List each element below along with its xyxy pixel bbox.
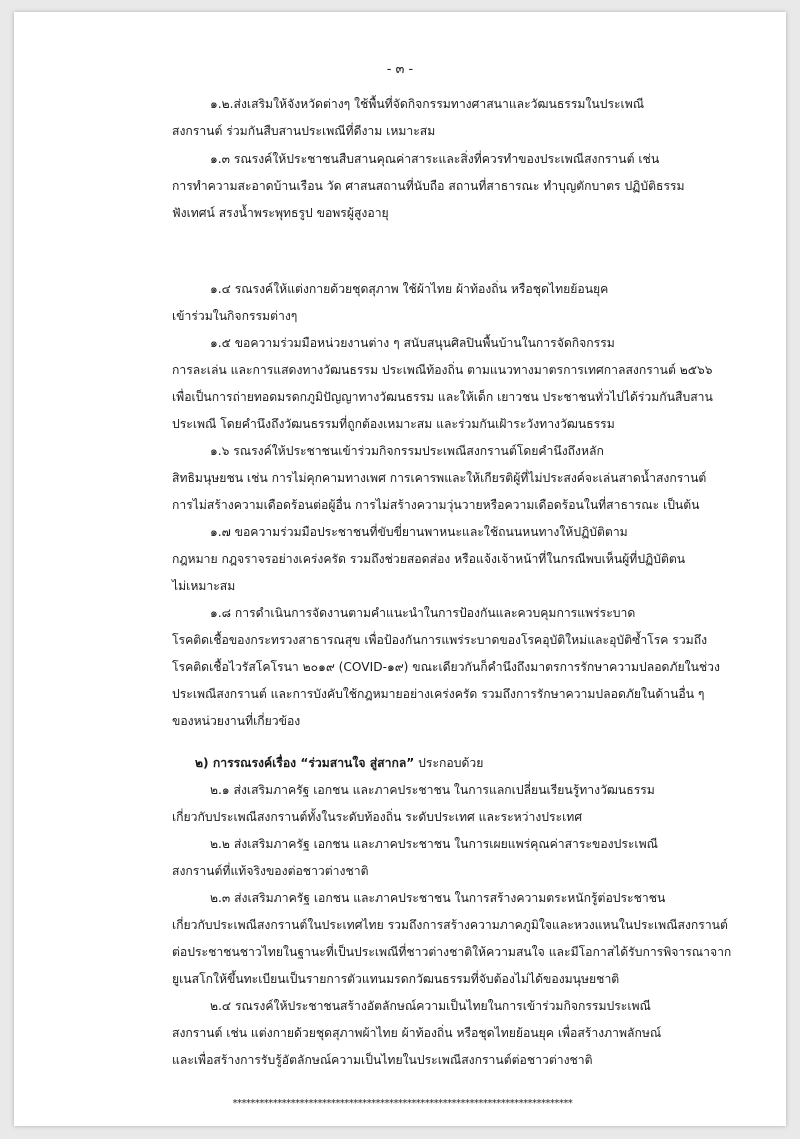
- item-2-4-line: และเพื่อสร้างการรับรู้อัตลักษณ์ความเป็นไทยในประเพณีสงกรานต์ต่อชาวต่างชาติ: [172, 1053, 593, 1067]
- document-page: [14, 12, 786, 1126]
- item-2-3-first-line: ๒.๓ ส่งเสริมภาครัฐ เอกชน และภาคประชาชน ในการสร้างความตระหนักรู้ต่อประชาชน: [210, 891, 666, 905]
- item-2-1-line: เกี่ยวกับประเพณีสงกรานต์ทั้งในระดับท้องถิ่น ระดับประเทศ และระหว่างประเทศ: [172, 810, 583, 824]
- item-1-5-first-line: ๑.๕ ขอความร่วมมือหน่วยงานต่าง ๆ สนับสนุนศิลปินพื้นบ้านในการจัดกิจกรรม: [210, 336, 615, 350]
- page-number: - ๓ -: [386, 62, 414, 77]
- item-1-2-line: สงกรานต์ ร่วมกันสืบสานประเพณีที่ดีงาม เหมาะสม: [172, 124, 436, 138]
- item-2-4-first-line: ๒.๔ รณรงค์ให้ประชาชนสร้างอัตลักษณ์ความเป็นไทยในการเข้าร่วมกิจกรรมประเพณี: [210, 999, 651, 1013]
- item-1-8-line: ของหน่วยงานที่เกี่ยวข้อง: [172, 714, 301, 728]
- item-1-8-line: โรคติดเชื้อไวรัสโคโรนา ๒๐๑๙ (COVID-๑๙) ขณะเดียวกันก็คำนึงถึงมาตรการรักษาความปลอดภัยในช่วง: [172, 660, 720, 674]
- item-1-3-first-line: ๑.๓ รณรงค์ให้ประชาชนสืบสานคุณค่าสาระและสิ่งที่ควรทำของประเพณีสงกรานต์ เช่น: [210, 152, 660, 166]
- item-2-4-line: สงกรานต์ เช่น แต่งกายด้วยชุดสุภาพผ้าไทย ผ้าท้องถิ่น หรือชุดไทยย้อนยุค เพื่อสร้างภาพลักษณ์: [172, 1026, 662, 1040]
- item-1-6-line: การไม่สร้างความเดือดร้อนต่อผู้อื่น การไม่สร้างความวุ่นวายหรือความเดือดร้อนในที่สาธารณะ เป็นต้น: [172, 498, 700, 512]
- item-2-2-line: สงกรานต์ที่แท้จริงของต่อชาวต่างชาติ: [172, 864, 369, 878]
- section-2-heading-bold: ๒) การรณรงค์เรื่อง “ร่วมสานใจ สู่สากล”: [195, 756, 415, 770]
- item-1-2-first-line: ๑.๒.ส่งเสริมให้จังหวัดต่างๆ ใช้พื้นที่จัดกิจกรรมทางศาสนาและวัฒนธรรมในประเพณี: [210, 97, 645, 111]
- section-2-heading: [195, 755, 483, 771]
- item-1-3-line: ฟังเทศน์ สรงน้ำพระพุทธรูป ขอพรผู้สูงอายุ: [172, 206, 389, 220]
- item-1-8-line: โรคติดเชื้อของกระทรวงสาธารณสุข เพื่อป้องกันการแพร่ระบาดของโรคอุบัติใหม่และอุบัติซ้ำโรค รวมถึง: [172, 633, 708, 647]
- item-1-8-first-line: ๑.๘ การดำเนินการจัดงานตามคำแนะนำในการป้องกันและควบคุมการแพร่ระบาด: [210, 606, 636, 620]
- item-1-5-line: การละเล่น และการแสดงทางวัฒนธรรม ประเพณีท้องถิ่น ตามแนวทางมาตรการเทศกาลสงกรานต์ ๒๕๖๖: [172, 363, 713, 377]
- item-1-6-first-line: ๑.๖ รณรงค์ให้ประชาชนเข้าร่วมกิจกรรมประเพณีสงกรานต์โดยคำนึงถึงหลัก: [210, 444, 604, 458]
- item-2-3-line: เกี่ยวกับประเพณีสงกรานต์ในประเทศไทย รวมถึงการสร้างความภาคภูมิใจและหวงแหนในประเพณีสงกรานต์: [172, 918, 728, 932]
- item-2-3-line: ยูเนสโกให้ขึ้นทะเบียนเป็นรายการตัวแทนมรดกวัฒนธรรมที่จับต้องไม่ได้ของมนุษยชาติ: [172, 972, 620, 986]
- item-1-4-first-line: ๑.๔ รณรงค์ให้แต่งกายด้วยชุดสุภาพ ใช้ผ้าไทย ผ้าท้องถิ่น หรือชุดไทยย้อนยุค: [210, 282, 609, 296]
- item-1-7-first-line: ๑.๗ ขอความร่วมมือประชาชนที่ขับขี่ยานพาหนะและใช้ถนนหนทางให้ปฏิบัติตาม: [210, 525, 628, 539]
- item-1-7-line: ไม่เหมาะสม: [172, 579, 236, 593]
- item-1-6-line: สิทธิมนุษยชน เช่น การไม่คุกคามทางเพศ การเคารพและให้เกียรติผู้ที่ไม่ประสงค์จะเล่นสาดน้ำสงกรานต์: [172, 471, 707, 485]
- item-1-7-line: กฎหมาย กฎจราจรอย่างเคร่งครัด รวมถึงช่วยสอดส่อง หรือแจ้งเจ้าหน้าที่ในกรณีพบเห็นผู้ที่ปฏิบัติตน: [172, 552, 686, 566]
- item-2-1-first-line: ๒.๑ ส่งเสริมภาครัฐ เอกชน และภาคประชาชน ในการแลกเปลี่ยนเรียนรู้ทางวัฒนธรรม: [210, 783, 655, 797]
- section-2-heading-rest: ประกอบด้วย: [414, 756, 484, 770]
- item-1-5-line: เพื่อเป็นการถ่ายทอดมรดกภูมิปัญญาทางวัฒนธรรม และให้เด็ก เยาวชน ประชาชนทั่วไปได้ร่วมกันสืบสาน: [172, 390, 713, 404]
- item-1-5-line: ประเพณี โดยคำนึงถึงวัฒนธรรมที่ถูกต้องเหมาะสม และร่วมกันเฝ้าระวังทางวัฒนธรรม: [172, 417, 615, 431]
- item-2-2-first-line: ๒.๒ ส่งเสริมภาครัฐ เอกชน และภาคประชาชน ในการเผยแพร่คุณค่าสาระของประเพณี: [210, 837, 658, 851]
- item-1-4-line: เข้าร่วมในกิจกรรมต่างๆ: [172, 309, 298, 323]
- item-2-3-line: ต่อประชาชนชาวไทยในฐานะที่เป็นประเพณีที่ชาวต่างชาติให้ความสนใจ และมีโอกาสได้รับการพิจารณาจาก: [172, 945, 732, 959]
- item-1-8-line: ประเพณีสงกรานต์ และการบังคับใช้กฎหมายอย่างเคร่งครัด รวมถึงการรักษาความปลอดภัยในด้านอื่น ๆ: [172, 687, 705, 701]
- item-1-3-line: การทำความสะอาดบ้านเรือน วัด ศาสนสถานที่นับถือ สถานที่สาธารณะ ทำบุญตักบาตร ปฏิบัติธรรม: [172, 179, 685, 193]
- end-of-document-marker: ****************************************************************************: [232, 1098, 572, 1109]
